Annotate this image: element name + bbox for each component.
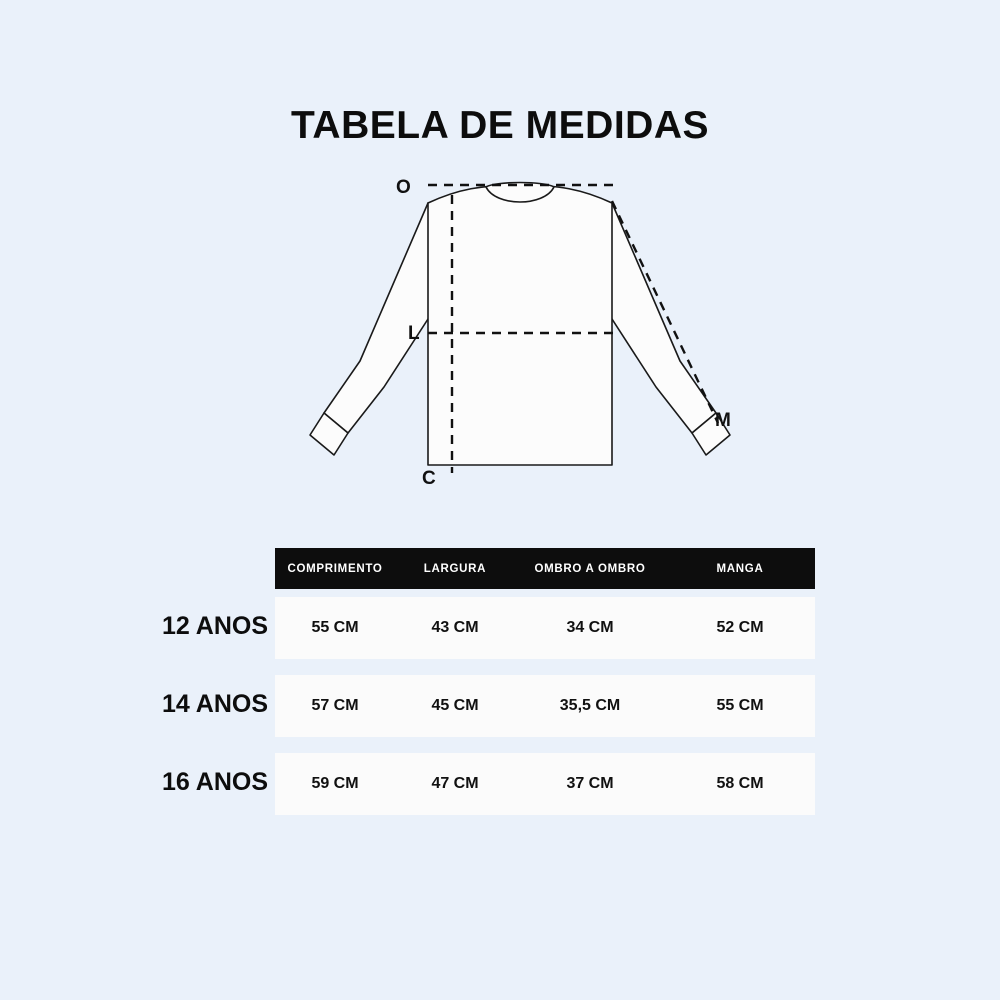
cell-2-1: 47 CM bbox=[395, 753, 515, 815]
cell-1-2: 35,5 CM bbox=[515, 675, 665, 737]
table-row bbox=[275, 745, 815, 823]
label-width: L bbox=[408, 323, 420, 344]
cell-1-1: 45 CM bbox=[395, 675, 515, 737]
cell-2-3: 58 CM bbox=[665, 753, 815, 815]
column-header-comprimento: COMPRIMENTO bbox=[287, 562, 383, 575]
cell-1-3: 55 CM bbox=[665, 675, 815, 737]
page-title: TABELA DE MEDIDAS bbox=[291, 104, 709, 147]
column-header-ombro: OMBRO A OMBRO bbox=[534, 562, 646, 575]
shirt-drawing bbox=[300, 165, 760, 510]
size-label-1: 14 ANOS bbox=[161, 690, 268, 718]
label-sleeve: M bbox=[715, 410, 731, 431]
measurements-table bbox=[275, 548, 815, 823]
table-row bbox=[275, 667, 815, 745]
label-length: C bbox=[422, 468, 436, 489]
table-row bbox=[275, 589, 815, 667]
label-shoulder: O bbox=[396, 177, 411, 198]
cell-0-2: 34 CM bbox=[515, 597, 665, 659]
size-label-0: 12 ANOS bbox=[161, 612, 268, 640]
garment-illustration bbox=[300, 165, 760, 510]
size-label-2: 16 ANOS bbox=[161, 768, 268, 796]
cell-0-0: 55 CM bbox=[275, 597, 395, 659]
cell-2-0: 59 CM bbox=[275, 753, 395, 815]
table-header-row bbox=[275, 548, 815, 589]
cell-0-3: 52 CM bbox=[665, 597, 815, 659]
cell-2-2: 37 CM bbox=[515, 753, 665, 815]
cell-1-0: 57 CM bbox=[275, 675, 395, 737]
column-header-manga: MANGA bbox=[716, 562, 764, 575]
column-header-largura: LARGURA bbox=[423, 562, 487, 575]
cell-0-1: 43 CM bbox=[395, 597, 515, 659]
